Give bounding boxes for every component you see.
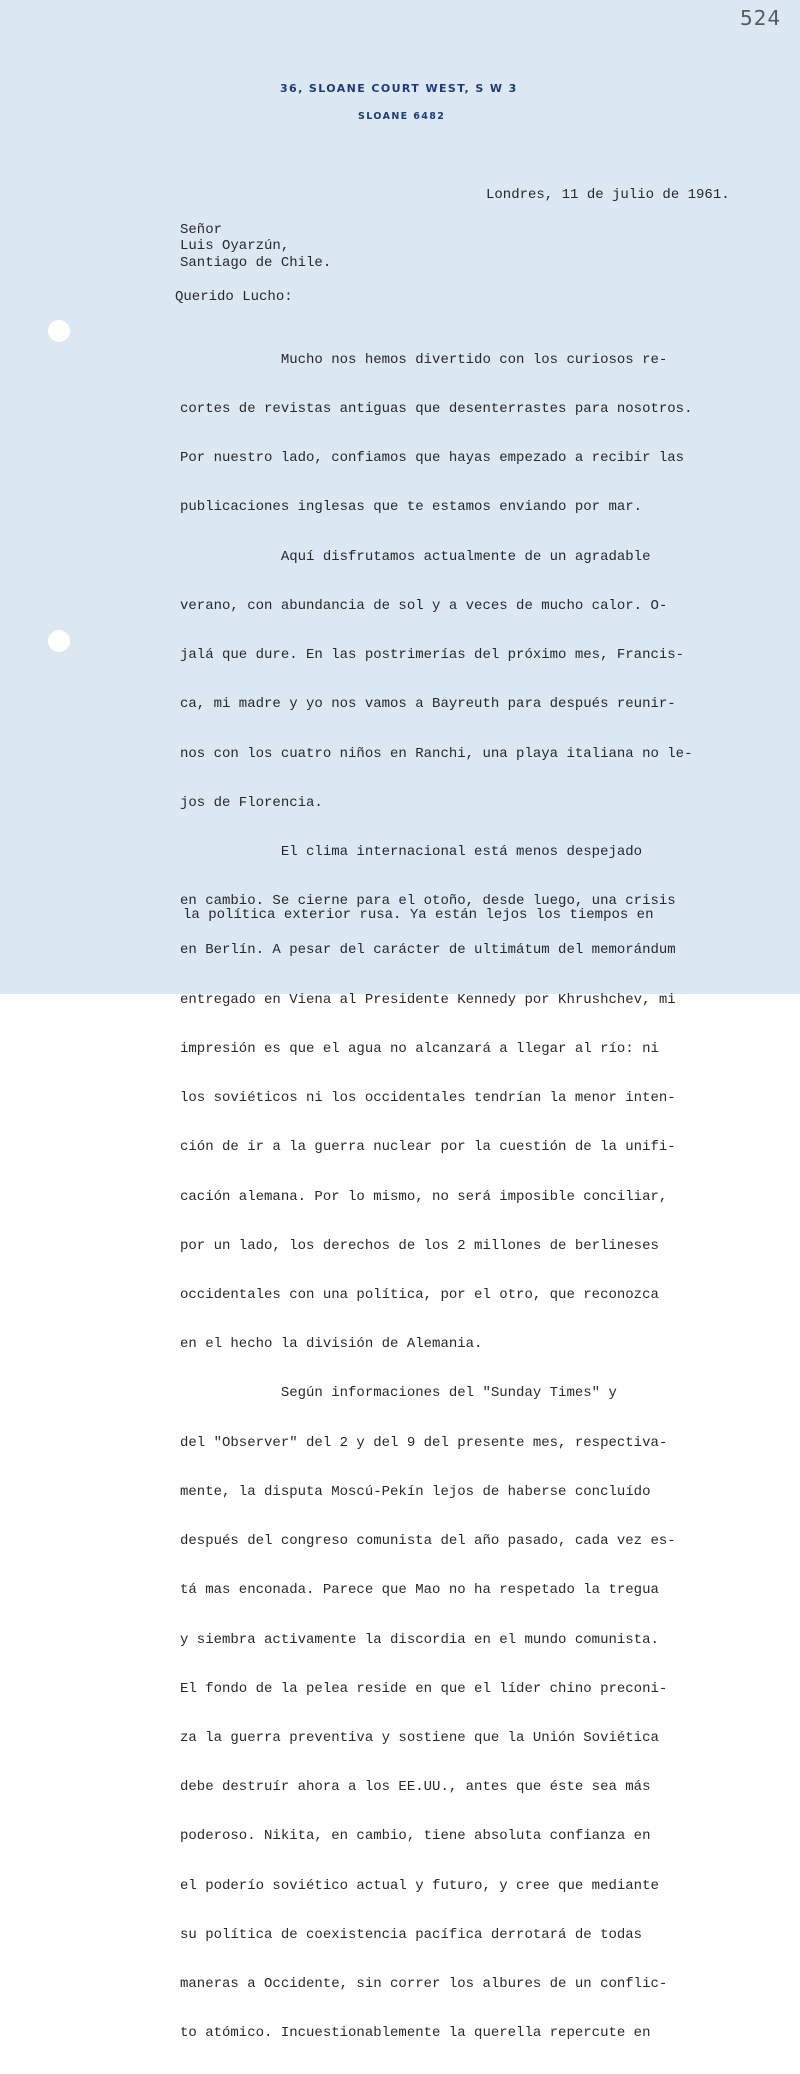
body-line: jos de Florencia. bbox=[180, 794, 323, 811]
archive-number: 524 bbox=[740, 6, 782, 30]
body-line: poderoso. Nikita, en cambio, tiene absoluta confianza en bbox=[180, 1828, 651, 1845]
letter-body bbox=[180, 319, 692, 2074]
recipient-name: Luis Oyarzún, bbox=[180, 238, 290, 255]
body-line: Según informaciones del "Sunday Times" y bbox=[180, 1385, 617, 1402]
body-line: cación alemana. Por lo mismo, no será imposible conciliar, bbox=[180, 1188, 668, 1205]
body-line: cortes de revistas antiguas que desenterrastes para nosotros. bbox=[180, 401, 693, 418]
body-line: los soviéticos ni los occidentales tendrían la menor inten- bbox=[180, 1090, 676, 1107]
greeting: Querido Lucho: bbox=[175, 289, 293, 305]
body-line: su política de coexistencia pacífica derrotará de todas bbox=[180, 1926, 643, 1943]
body-line: Aquí disfrutamos actualmente de un agradable bbox=[180, 548, 651, 565]
body-line: impresión es que el agua no alcanzará a llegar al río: ni bbox=[180, 1040, 659, 1057]
body-line: del "Observer" del 2 y del 9 del presente mes, respectiva- bbox=[180, 1434, 668, 1451]
body-line: Mucho nos hemos divertido con los curiosos re- bbox=[180, 351, 668, 368]
letterhead-phone: SLOANE 6482 bbox=[358, 111, 446, 122]
recipient-title: Señor bbox=[180, 222, 223, 238]
body-line: debe destruír ahora a los EE.UU., antes que éste sea más bbox=[180, 1779, 651, 1796]
body-line: za la guerra preventiva y sostiene que la Unión Soviética bbox=[180, 1729, 659, 1746]
body-line: occidentales con una política, por el otro, que reconozca bbox=[180, 1286, 659, 1303]
body-line: después del congreso comunista del año pasado, cada vez es- bbox=[180, 1533, 676, 1550]
body-line: ca, mi madre y yo nos vamos a Bayreuth para después reunir- bbox=[180, 696, 676, 713]
date-line: Londres, 11 de julio de 1961. bbox=[486, 187, 730, 203]
letterhead-address: 36, SLOANE COURT WEST, S W 3 bbox=[280, 82, 518, 95]
punch-hole bbox=[48, 630, 70, 652]
body-line: tá mas enconada. Parece que Mao no ha respetado la tregua bbox=[180, 1582, 659, 1599]
body-line: publicaciones inglesas que te estamos enviando por mar. bbox=[180, 499, 643, 516]
body-line: maneras a Occidente, sin correr los albures de un conflic- bbox=[180, 1976, 668, 1993]
body-line: El fondo de la pelea reside en que el líder chino preconi- bbox=[180, 1680, 668, 1697]
body-line: en cambio. Se cierne para el otoño, desde luego, una crisis bbox=[180, 893, 676, 910]
body-line: to atómico. Incuestionablemente la querella repercute en bbox=[180, 2025, 651, 2042]
body-line: entregado en Viena al Presidente Kennedy por Khrushchev, mi bbox=[180, 991, 676, 1008]
recipient-block bbox=[180, 222, 331, 271]
body-line: El clima internacional está menos despejado bbox=[180, 844, 643, 860]
body-line: por un lado, los derechos de los 2 millones de berlineses bbox=[180, 1237, 659, 1254]
punch-hole bbox=[48, 320, 70, 342]
body-line: en Berlín. A pesar del carácter de ultimátum del memorándum bbox=[180, 942, 676, 959]
body-line: Por nuestro lado, confiamos que hayas empezado a recibir las bbox=[180, 450, 685, 467]
body-line: verano, con abundancia de sol y a veces de mucho calor. O- bbox=[180, 597, 668, 614]
body-line: y siembra activamente la discordia en el mundo comunista. bbox=[180, 1631, 659, 1648]
last-line: la política exterior rusa. Ya están lejos los tiempos en bbox=[183, 907, 654, 923]
body-line: el poderío soviético actual y futuro, y cree que mediante bbox=[180, 1877, 659, 1894]
body-line: jalá que dure. En las postrimerías del próximo mes, Francis- bbox=[180, 647, 685, 664]
body-line: mente, la disputa Moscú-Pekín lejos de haberse concluído bbox=[180, 1483, 651, 1500]
recipient-city: Santiago de Chile. bbox=[180, 254, 332, 271]
body-line: en el hecho la división de Alemania. bbox=[180, 1336, 483, 1353]
body-line: ción de ir a la guerra nuclear por la cuestión de la unifi- bbox=[180, 1139, 676, 1156]
body-line: nos con los cuatro niños en Ranchi, una playa italiana no le- bbox=[180, 745, 693, 762]
